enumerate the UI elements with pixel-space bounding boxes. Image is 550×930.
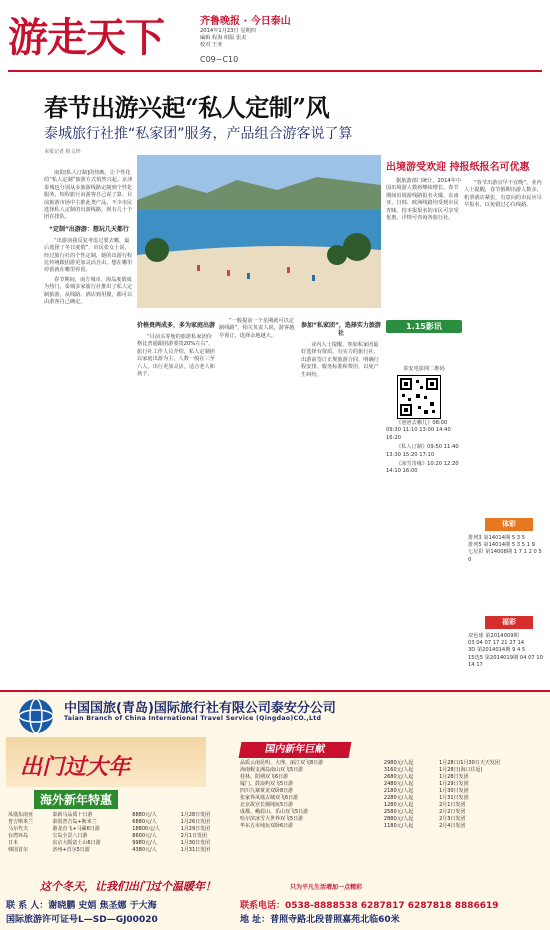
tour-row	[238, 760, 544, 767]
tour-cell: 厦门、鼓浪屿双飞5日游	[240, 781, 294, 787]
tour-cell: 2月4日发团	[439, 823, 466, 829]
tour-row	[238, 774, 544, 781]
subheadline: 泰城旅行社推“私家团”服务，产品组合游客说了算	[44, 126, 353, 142]
overseas-tour-table	[6, 812, 230, 854]
ad-license: 国际旅游许可证号L—SD—GJ00020	[6, 915, 158, 925]
tour-cell: 1月28日/1月30日天天发团	[439, 760, 500, 766]
beach-photo	[137, 155, 381, 308]
article-lead: 南影[私人订制]的热映，让个性化的“私人定制”旅游方式悄然兴起。京津泰城也分别从多旅游线路定制到个性化服务，短程旅行由游客自己说了算。目前旅游市场中主推此类产品，不少市民选择私人定制的出游线路，现有几十个团在排队。	[44, 170, 133, 221]
sports-lottery-badge: 体彩	[485, 518, 533, 531]
overseas-deal-heading: 海外新年特惠	[34, 790, 118, 809]
tour-cell: 1月28日发团	[439, 774, 469, 780]
tour-row	[238, 802, 544, 809]
tour-row	[238, 795, 544, 802]
lottery-line: 3D 第2014014期 9 4 5	[468, 647, 526, 654]
tour-cell: 2月1日发团	[439, 802, 466, 808]
tour-row	[6, 819, 230, 826]
tour-cell: 1180元/人起	[383, 823, 414, 829]
tour-cell: 宝岛全景八日游	[52, 833, 88, 839]
tour-cell: 1月26日发团	[180, 819, 211, 825]
qr-code-icon	[397, 375, 441, 419]
tour-cell: 2月2日发团	[439, 809, 466, 815]
tour-cell: 2280元/人起	[383, 795, 414, 801]
ad-tagline: 只为平凡生活增加一点精彩	[290, 884, 363, 891]
tour-cell: 9980元/人	[132, 840, 157, 846]
tour-cell: 北京故宫长城纯玩5日游	[240, 802, 294, 808]
tour-cell: 2180元/人起	[383, 788, 414, 794]
tour-cell: 日本	[8, 840, 19, 846]
domestic-deal-heading: 国内新年巨献	[239, 742, 352, 758]
section-subtitle: 价格贵两成多，多为家庭出游	[137, 322, 216, 329]
tour-cell: 2680元/人起	[383, 774, 414, 780]
tour-cell: 1月28日发团	[180, 812, 211, 818]
ad-address: 地 址：普照寺路北段普照嘉苑北临60米	[240, 915, 400, 925]
schedule-line: 《爸爸去哪儿》08:00 09:30 11:10 13:00 14:40 16:20	[386, 420, 451, 441]
masthead: 游走天下	[8, 14, 164, 61]
article-paragraph: “目前头等舱的旅游私家团价格比普通跟团游要贵20%左右”，旅行社工作人员介绍，私人定制团以家庭出游为主，人数一般在三至六人，出行更加灵活，适合老人和孩子。	[137, 334, 215, 378]
welfare-lottery-badge: 福彩	[485, 616, 533, 629]
meta-line: 2014年1月23日 星期四	[200, 28, 256, 34]
tour-row	[238, 767, 544, 774]
issue-meta	[200, 28, 310, 50]
lottery-line: 双色球 第2014009期	[468, 633, 519, 639]
tour-row	[6, 826, 230, 833]
lottery-line: 排列5 第14014期 5 3 5 1 9	[468, 542, 535, 549]
article-left-column	[44, 170, 134, 309]
tour-cell: 1月30日发团	[180, 840, 211, 846]
article-paragraph: “出游前我反复考虑过要去哪，最后选择了冬日度假”，市民张女士说，经过旅行社的个性定制，她的出游行程比传统跟团游更加灵活自由，想在哪里停留就在哪里停留。	[44, 237, 133, 274]
tour-cell: 成都、峨眉山、乐山双飞5日游	[240, 809, 309, 815]
tour-cell: 普吉斯米兰	[8, 819, 34, 825]
tour-cell: 3160元/人起	[383, 767, 414, 773]
cits-logo-icon	[14, 696, 58, 736]
tour-cell: 6880元/人	[132, 819, 157, 825]
tour-row	[238, 809, 544, 816]
sidebar-headline: 出境游受欢迎 持报纸报名可优惠	[386, 162, 530, 173]
tour-cell: 1月31日发团	[439, 795, 469, 801]
tour-row	[238, 781, 544, 788]
tour-cell: 台湾环岛	[8, 833, 29, 839]
lottery-line: 排列3 第14014期 5 3 5	[468, 535, 526, 541]
tour-row	[6, 847, 230, 854]
lottery-line: 15选5 第2014019期 04 07 10 14 17	[468, 654, 543, 668]
ad-slogan: 出门过大年	[20, 754, 131, 780]
tour-cell: 张家界凤凰古城双飞6日游	[240, 795, 299, 801]
welfare-lottery-results	[468, 633, 544, 669]
tour-cell: 8880元/人	[132, 812, 157, 818]
article-paragraph: 春节期间，南方城市、海岛度假成为热门，泰城多家旅行社推出了私人定制旅游，从线路、酒店到用餐，都可以由游客自己确定。	[44, 276, 133, 306]
tour-cell: 东京大阪富士山6日游	[52, 840, 101, 846]
tour-cell: 2980元/人起	[383, 760, 414, 766]
lottery-line: 03 04 07 17 21 27 14	[468, 640, 525, 647]
tour-cell: 2月1日发团	[180, 833, 207, 839]
tour-cell: 韩国首尔	[8, 847, 29, 853]
tour-cell: 1月31日发团	[180, 847, 211, 853]
header-rule	[8, 70, 542, 72]
tour-row	[6, 840, 230, 847]
article-column	[137, 318, 215, 380]
tour-cell: 1月29日发团	[180, 826, 211, 832]
headline: 春节出游兴起“私人定制”风	[44, 93, 330, 122]
sidebar-paragraph: “春节出游宜早不宜晚”，业内人士提醒，春节假期出游人数多，机票酒店紧张，有意向的市民应尽早报名，以免错过心仪线路。	[464, 180, 542, 209]
tour-cell: 凤凰东南亚	[8, 812, 34, 818]
tour-row	[238, 823, 544, 830]
tour-cell: 马尔代夫	[8, 826, 29, 832]
page-code: C09~C10	[200, 55, 239, 64]
article-paragraph: 业内人士提醒，参加私家团最好选择有资质、有实力的旅行社，出游前签订正规旅游合同，明确行程安排、服务标准和费用，以免产生纠纷。	[301, 342, 379, 378]
tour-cell: 泰国普吉岛+斯米兰	[52, 819, 97, 825]
tour-cell: 济州+首尔5日游	[52, 847, 90, 853]
meta-line: 校对 王亚	[200, 42, 223, 49]
tour-cell: 泰新马品质十日游	[52, 812, 93, 818]
tour-cell: 2580元/人起	[383, 809, 414, 815]
sidebar-paragraph: 据旅游部门统计，2014年中国出境游人数将继续增长，春节期间出境游线路报名火爆，东南亚、日韩、欧洲线路均受到市民青睐。持本报报名的市民可享受优惠，详情可咨询各旅行社。	[386, 178, 462, 222]
tour-cell: 1280元/人起	[383, 802, 414, 808]
section-subtitle: 参加“私家团”，选择实力旅游社	[301, 322, 381, 337]
meta-line: 编辑 程海 组版 张美	[200, 35, 247, 42]
beach-photo-image	[137, 155, 381, 308]
tour-cell: 桂林、阳朔双飞6日游	[240, 774, 289, 780]
tour-cell: 华东五市纯玩双卧6日游	[240, 823, 294, 829]
schedule-line: 《冰雪奇缘》10:20 12:20 14:10 16:00	[386, 461, 459, 475]
tour-cell: 2880元/人起	[383, 816, 414, 822]
sidebar-text-a	[386, 178, 462, 224]
tour-cell: 1月28日(海口往返)	[439, 767, 483, 773]
tour-row	[6, 833, 230, 840]
tour-cell: 哈尔滨冰雪大世界双飞5日游	[240, 816, 304, 822]
ad-phone: 联系电话：0538-8888538 6287817 6287818 8886619	[240, 901, 499, 911]
sidebar-text-b	[464, 180, 542, 212]
tour-cell: 品质云南昆明、大理、丽江双飞8日游	[240, 760, 324, 766]
tour-cell: 18800元/人	[132, 826, 160, 832]
tour-cell: 四川九寨黄龙双卧8日游	[240, 788, 294, 794]
tour-row	[238, 788, 544, 795]
article-column	[219, 318, 297, 342]
tour-cell: 8600元/人	[132, 833, 157, 839]
ad-contacts: 联 系 人：谢晓鹏 史娟 焦圣娜 于大海	[6, 901, 157, 911]
ad-winter-slogan: 这个冬天，让我们出门过个温暖年！	[40, 880, 216, 893]
lottery-line: 七星彩 第14008期 1 7 1 2 0 5 0	[468, 549, 542, 563]
qr-caption: 泰安电影网二维码	[403, 366, 445, 372]
tour-cell: 2480元/人起	[383, 781, 414, 787]
domestic-tour-table	[238, 760, 544, 830]
tour-row	[238, 816, 544, 823]
byline: 本报记者 程文珍	[44, 149, 81, 155]
movie-listing-badge: 1.15影讯	[386, 320, 462, 333]
tour-cell: 2月3日发团	[439, 816, 466, 822]
tour-cell: 海南蜈支洲岛南山双飞5日游	[240, 767, 304, 773]
schedule-line: 《私人订制》09:50 11:40 13:30 15:20 17:10	[386, 444, 459, 458]
tour-cell: 1月30日发团	[439, 788, 469, 794]
tour-cell: 1月29日发团	[439, 781, 469, 787]
tour-cell: 4380元/人	[132, 847, 157, 853]
ad-company-name-en: Taian Branch of China International Travel Service (Qingdao)CO.,Ltd	[64, 715, 322, 722]
tour-row	[6, 812, 230, 819]
section-subtitle: “定制”出游游：想玩几天都行	[49, 225, 129, 233]
newspaper-brand: 齐鲁晚报 · 今日泰山	[200, 16, 291, 27]
movie-schedule	[386, 420, 462, 478]
ad-company-name: 中国国旅(青岛)国际旅行社有限公司泰安分公司	[64, 701, 336, 716]
article-paragraph: “一般提前一个星期就可以定制线路”，相关负责人说，游客越早预订，选择余地越大。	[219, 318, 295, 339]
article-column	[301, 318, 381, 381]
tour-cell: 港龙直飞+马累6日游	[52, 826, 100, 832]
sports-lottery-results	[468, 535, 544, 564]
